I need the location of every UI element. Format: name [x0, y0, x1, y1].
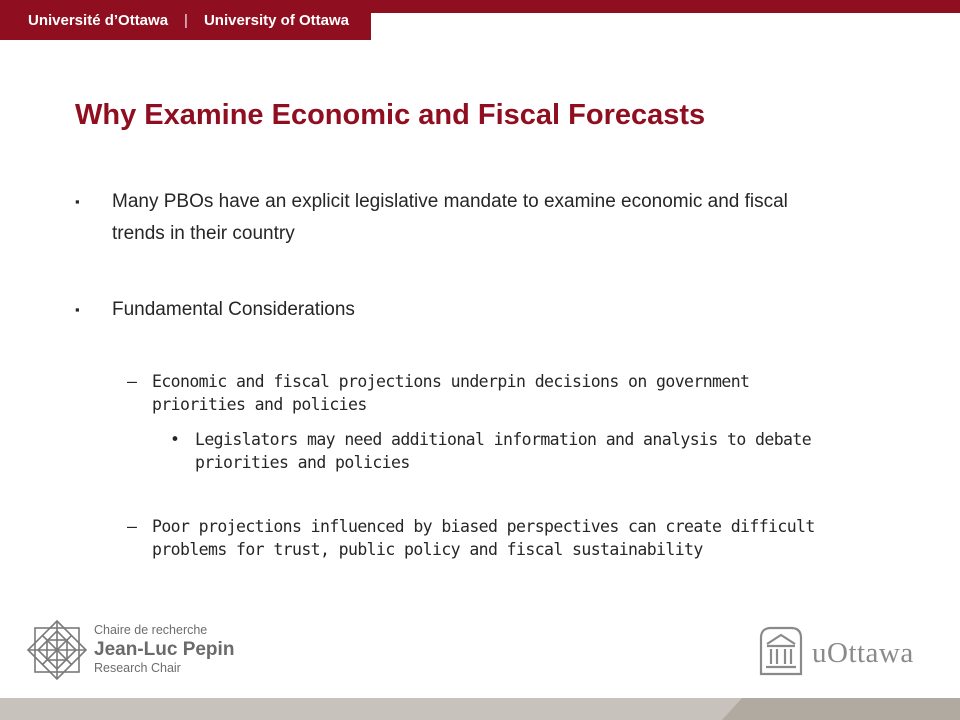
square-bullet-icon: ▪	[75, 194, 80, 209]
dot-bullet-icon: •	[170, 430, 180, 449]
footer-accent	[722, 698, 960, 720]
university-banner	[0, 0, 371, 40]
dash-bullet-icon: –	[127, 517, 137, 536]
building-columns-icon	[757, 624, 805, 676]
university-name-english: University of Ottawa	[203, 11, 349, 29]
bullet-item	[75, 294, 795, 326]
bullet-text: Fundamental Considerations	[112, 299, 355, 320]
chair-line-3: Research Chair	[94, 661, 181, 675]
square-bullet-icon: ▪	[75, 302, 80, 317]
bullet-text: Many PBOs have an explicit legislative mandate to examine economic and fiscal trends in their country	[112, 191, 788, 244]
university-name-french: Université d’Ottawa	[28, 11, 169, 29]
sub-sub-item-text: Legislators may need additional information and analysis to debate priorities and policies	[195, 430, 812, 472]
sub-sub-item	[170, 428, 850, 474]
sub-item	[127, 370, 842, 416]
chair-line-1: Chaire de recherche	[94, 623, 208, 637]
dash-bullet-icon: –	[127, 372, 137, 391]
banner-separator: |	[184, 11, 188, 29]
bullet-item	[75, 186, 795, 250]
chair-line-2: Jean-Luc Pepin	[94, 639, 235, 660]
slide-title: Why Examine Economic and Fiscal Forecasts	[75, 99, 706, 131]
research-chair-logo-text	[94, 623, 234, 676]
lattice-emblem-icon	[25, 618, 89, 682]
sub-item	[127, 515, 842, 561]
sub-item-text: Economic and fiscal projections underpin decisions on government priorities and policies	[152, 372, 750, 414]
sub-item-text: Poor projections influenced by biased perspectives can create difficult problems for trust, public policy and fiscal sustainability	[152, 517, 815, 559]
uottawa-wordmark: uOttawa	[812, 637, 914, 669]
